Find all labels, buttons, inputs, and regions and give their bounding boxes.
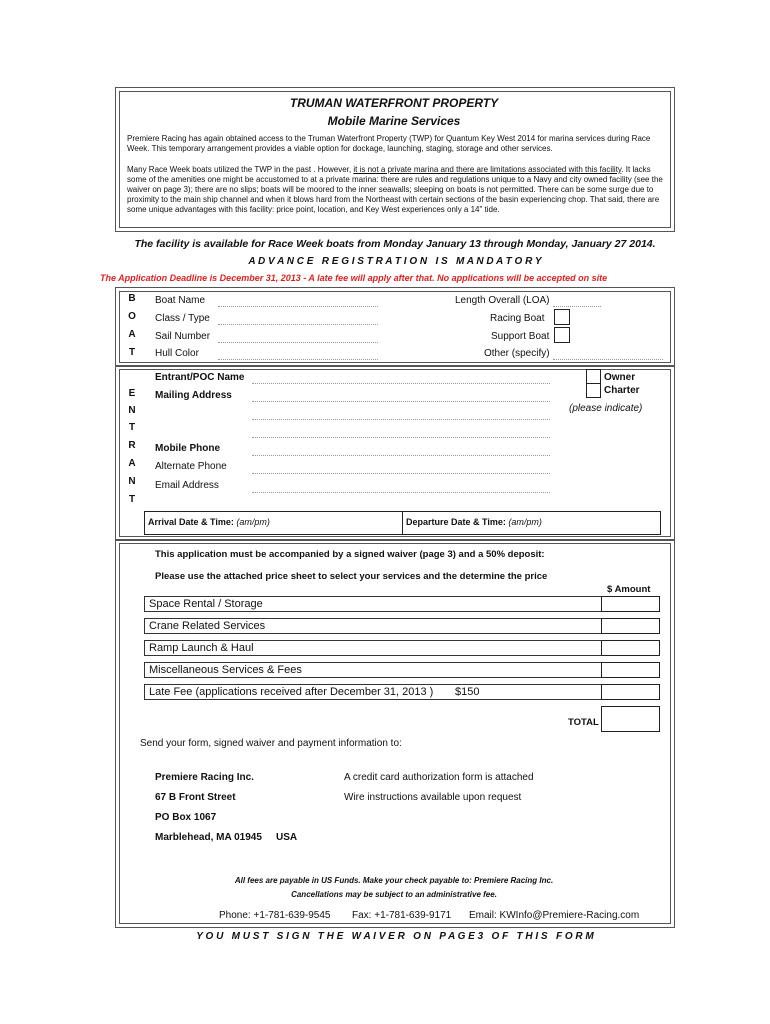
service-ramp-amount[interactable] — [601, 640, 660, 656]
service-misc-label: Miscellaneous Services & Fees — [149, 664, 302, 676]
mailing-address-field-1[interactable] — [252, 401, 550, 402]
boat-letter-b: B — [128, 293, 136, 304]
price-sheet-note: Please use the attached price sheet to select your services and the determine the price — [155, 571, 548, 582]
entrant-letter-t2: T — [128, 494, 136, 505]
street-address: 67 B Front Street — [155, 792, 236, 803]
mandatory-banner: A D V A N C E R E G I S T R A T I O N I S M A N D A T O R Y — [248, 256, 542, 267]
departure-field[interactable] — [402, 511, 661, 535]
sail-number-label: Sail Number — [155, 331, 211, 342]
loa-label: Length Overall (LOA) — [455, 295, 550, 306]
charter-checkbox[interactable] — [586, 383, 601, 398]
mobile-phone-field[interactable] — [252, 455, 550, 456]
late-fee-label: Late Fee (applications received after December 31, 2013 ) — [149, 686, 434, 698]
wire-note: Wire instructions available upon request — [344, 792, 522, 803]
mobile-phone-label: Mobile Phone — [155, 443, 220, 454]
limitations-paragraph — [127, 165, 663, 215]
arrival-label-text: Arrival Date & Time: — [148, 517, 234, 527]
alternate-phone-label: Alternate Phone — [155, 461, 227, 472]
contact-fax: Fax: +1-781-639-9171 — [352, 910, 452, 921]
sail-number-field[interactable] — [218, 342, 378, 343]
total-amount-field[interactable] — [601, 706, 660, 732]
racing-boat-label: Racing Boat — [490, 313, 545, 324]
racing-boat-checkbox[interactable] — [554, 309, 570, 325]
support-boat-label: Support Boat — [491, 331, 550, 342]
poc-name-field[interactable] — [252, 383, 550, 384]
arrival-label — [148, 517, 270, 527]
amount-column-header: $ Amount — [607, 584, 651, 595]
departure-label-text: Departure Date & Time: — [406, 517, 506, 527]
contact-phone: Phone: +1-781-639-9545 — [219, 910, 331, 921]
other-specify-label: Other (specify) — [484, 348, 550, 359]
class-type-field[interactable] — [218, 324, 378, 325]
boat-name-label: Boat Name — [155, 295, 206, 306]
waiver-deposit-note: This application must be accompanied by a signed waiver (page 3) and a 50% deposit: — [155, 549, 545, 560]
po-box: PO Box 1067 — [155, 812, 217, 823]
limitations-text-start: Many Race Week boats utilized the TWP in the past . However, — [127, 165, 354, 174]
entrant-letter-n2: N — [128, 476, 136, 487]
deadline-note: The Application Deadline is December 31, 2013 - A late fee will apply after that. No applications will be accepted on site — [100, 273, 608, 283]
other-specify-field[interactable] — [553, 359, 663, 360]
service-crane-label: Crane Related Services — [149, 620, 266, 632]
city-state-zip: Marblehead, MA 01945 — [155, 832, 262, 843]
email-address-label: Email Address — [155, 480, 219, 491]
limitations-text-underlined: it is not a private marina and there are limitations associated with this facility — [353, 165, 622, 174]
charter-label: Charter — [604, 385, 640, 396]
send-instruction: Send your form, signed waiver and payment information to: — [140, 738, 402, 749]
service-ramp-label: Ramp Launch & Haul — [149, 642, 254, 654]
owner-label: Owner — [604, 372, 636, 383]
intro-paragraph: Premiere Racing has again obtained access to the Truman Waterfront Property (TWP) for Quantum Key West 2014 for marina services during Race Week. This temporary arrangement provides a viable option for dockage, launching, staging, storage and other services. — [127, 134, 651, 153]
total-label: TOTAL — [568, 717, 599, 728]
poc-name-label: Entrant/POC Name — [155, 372, 245, 383]
boat-letter-t: T — [128, 347, 136, 358]
service-crane-amount[interactable] — [601, 618, 660, 634]
alternate-phone-field[interactable] — [252, 473, 550, 474]
service-row-late-fee[interactable] — [144, 684, 660, 700]
loa-field[interactable] — [553, 306, 601, 307]
service-row-space-rental[interactable] — [144, 596, 660, 612]
departure-label — [406, 517, 542, 527]
entrant-letter-e: E — [128, 388, 136, 399]
page-subtitle: Mobile Marine Services — [327, 114, 461, 128]
boat-letter-o: O — [128, 311, 136, 322]
cancellation-note: Cancellations may be subject to an administrative fee. — [291, 890, 497, 899]
mailing-address-label: Mailing Address — [155, 390, 232, 401]
entrant-letter-t: T — [128, 422, 136, 433]
company-name: Premiere Racing Inc. — [155, 772, 254, 783]
hull-color-field[interactable] — [218, 359, 378, 360]
credit-card-note: A credit card authorization form is attached — [344, 772, 534, 783]
limitations-text-rest: . It lacks some of the amenities one might be accustomed to at a private marina: there are rules and regulations unique to a Navy and city owned facility (see the waiver on page 3); there are no slips; boats will be moored to the inner seawalls; sleeping on boats is not permitted. There can be some surge due to proximity to the main ship channel and when it blows hard from the Northeast with certain sections of the basin experiencing chop. That said, there are some unique advantages with this facility: price point, location, and Key West experiences only a 14" tide. — [127, 165, 663, 214]
entrant-letter-r: R — [128, 440, 136, 451]
owner-checkbox[interactable] — [586, 369, 601, 384]
service-space-rental-label: Space Rental / Storage — [149, 598, 263, 610]
late-fee-amount-box[interactable] — [601, 684, 660, 700]
page-title: TRUMAN WATERFRONT PROPERTY — [289, 96, 499, 110]
service-misc-amount[interactable] — [601, 662, 660, 678]
support-boat-checkbox[interactable] — [554, 327, 570, 343]
arrival-ampm: (am/pm) — [236, 517, 270, 527]
service-row-ramp[interactable] — [144, 640, 660, 656]
sign-waiver-footer: Y O U M U S T S I G N T H E W A I V E R O N P A G E 3 O F T H I S F O R M — [196, 931, 594, 942]
service-row-misc[interactable] — [144, 662, 660, 678]
availability-note: The facility is available for Race Week boats from Monday January 13 through Monday, January 27 2014. — [134, 238, 656, 250]
mailing-address-field-2[interactable] — [252, 419, 550, 420]
us-funds-note: All fees are payable in US Funds. Make your check payable to: Premiere Racing Inc. — [234, 876, 554, 885]
mailing-address-field-3[interactable] — [252, 437, 550, 438]
late-fee-amount: $150 — [455, 686, 480, 698]
contact-email[interactable]: Email: KWInfo@Premiere-Racing.com — [469, 910, 640, 921]
service-row-crane[interactable] — [144, 618, 660, 634]
boat-name-field[interactable] — [218, 306, 378, 307]
hull-color-label: Hull Color — [155, 348, 199, 359]
boat-letter-a: A — [128, 329, 136, 340]
departure-ampm: (am/pm) — [508, 517, 542, 527]
arrival-field[interactable] — [144, 511, 403, 535]
service-space-rental-amount[interactable] — [601, 596, 660, 612]
entrant-letter-n: N — [128, 405, 136, 416]
country: USA — [276, 832, 298, 843]
email-address-field[interactable] — [252, 492, 550, 493]
please-indicate-note: (please indicate) — [569, 403, 643, 414]
class-type-label: Class / Type — [155, 313, 210, 324]
entrant-letter-a: A — [128, 458, 136, 469]
